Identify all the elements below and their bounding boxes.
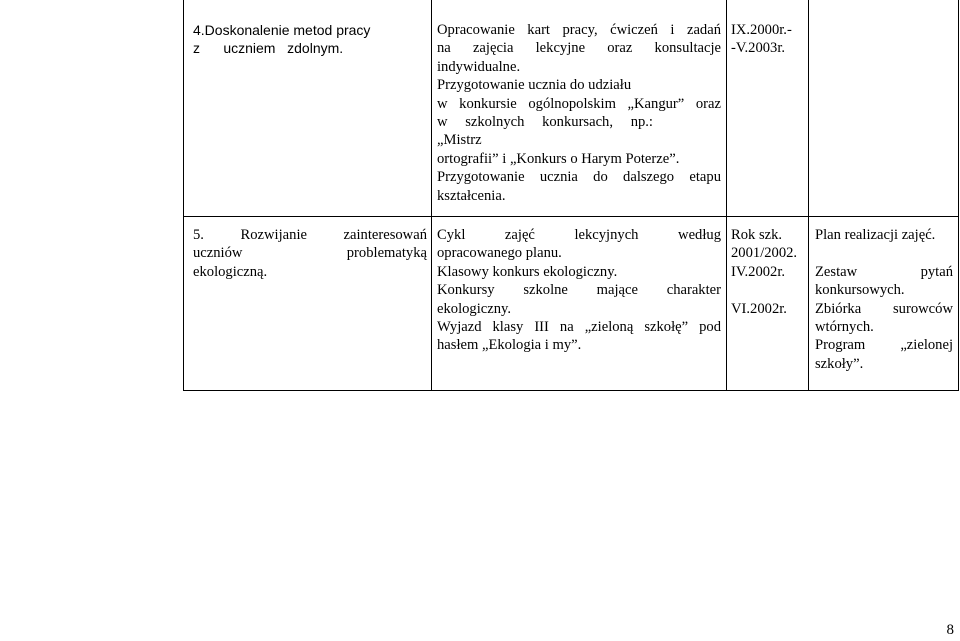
row-5-task-line-3: ekologiczną. xyxy=(193,263,268,280)
row-5-actions-cell xyxy=(437,226,721,355)
page-number: 8 xyxy=(946,621,954,638)
row-5-date-line-4 xyxy=(731,281,805,299)
row-5-date-line-5: VI.2002r. xyxy=(731,300,787,317)
row-5-action-line-5: ekologiczny. xyxy=(437,300,512,317)
row-4-action-line-7: ortografii” i „Konkurs o Harym Poterze”. xyxy=(437,150,680,167)
table-border-bottom xyxy=(183,390,959,391)
row-5-action-line-6: Wyjazd klasy III na „zieloną szkołę” pod xyxy=(437,319,721,336)
row-4-action-line-9: kształcenia. xyxy=(437,187,506,204)
row-5-effects-cell xyxy=(815,226,953,373)
row-5-effect-line-4: konkursowych. xyxy=(815,282,905,299)
row-5-date-line-1: Rok szk. xyxy=(731,227,783,243)
row-5-task-line-1: 5. Rozwijanie zainteresowań xyxy=(193,227,427,243)
row-5-action-line-2: opracowanego planu. xyxy=(437,245,562,262)
row-5-effect-line-2 xyxy=(815,244,953,262)
table-row-divider xyxy=(183,216,959,217)
row-4-action-line-3: indywidualne. xyxy=(437,58,521,75)
row-5-action-line-3: Klasowy konkurs ekologiczny. xyxy=(437,263,618,280)
row-5-task-line-2: uczniów problematyką xyxy=(193,245,427,262)
row-4-date-line-1: IX.2000r.- xyxy=(731,22,792,38)
row-4-action-line-8: Przygotowanie ucznia do dalszego etapu xyxy=(437,169,721,186)
row-5-effect-line-5: Zbiórka surowców xyxy=(815,300,953,317)
row-5-action-line-7: hasłem „Ekologia i my”. xyxy=(437,337,582,354)
table-border-left xyxy=(183,0,184,391)
table-divider-3 xyxy=(808,0,809,391)
row-4-actions-cell xyxy=(437,21,721,205)
row-4-action-line-4: Przygotowanie ucznia do udziału xyxy=(437,77,632,94)
row-5-action-line-4: Konkursy szkolne mające charakter xyxy=(437,282,721,299)
row-5-date-line-3: IV.2002r. xyxy=(731,263,786,280)
row-4-action-line-5: w konkursie ogólnopolskim „Kangur” oraz xyxy=(437,95,721,112)
row-4-task-line-2: z uczniem zdolnym. xyxy=(193,40,344,57)
row-4-dates-cell xyxy=(731,21,805,58)
row-4-task-cell xyxy=(193,21,383,58)
row-5-effect-line-7: Program „zielonej xyxy=(815,337,953,354)
row-5-effect-line-3: Zestaw pytań xyxy=(815,263,953,280)
row-5-dates-cell xyxy=(731,226,805,318)
table-divider-1 xyxy=(431,0,432,391)
row-5-effect-line-1: Plan realizacji zajęć. xyxy=(815,227,936,243)
row-5-date-line-2: 2001/2002. xyxy=(731,245,798,262)
row-5-task-cell xyxy=(193,226,427,281)
row-5-effect-line-8: szkoły”. xyxy=(815,355,864,372)
table-border-right xyxy=(958,0,959,391)
row-4-action-line-2: na zajęcia lekcyjne oraz konsultacje xyxy=(437,40,721,57)
table-divider-2 xyxy=(726,0,727,391)
row-5-effect-line-6: wtórnych. xyxy=(815,319,874,336)
row-4-action-line-1: Opracowanie kart pracy, ćwiczeń i zadań xyxy=(437,22,721,38)
row-4-date-line-2: -V.2003r. xyxy=(731,40,786,57)
row-4-action-line-6: w szkolnych konkursach, np.: „Mistrz xyxy=(437,114,653,149)
row-4-task-line-1: 4.Doskonalenie metod pracy xyxy=(193,22,371,38)
row-5-action-line-1: Cykl zajęć lekcyjnych według xyxy=(437,227,721,243)
